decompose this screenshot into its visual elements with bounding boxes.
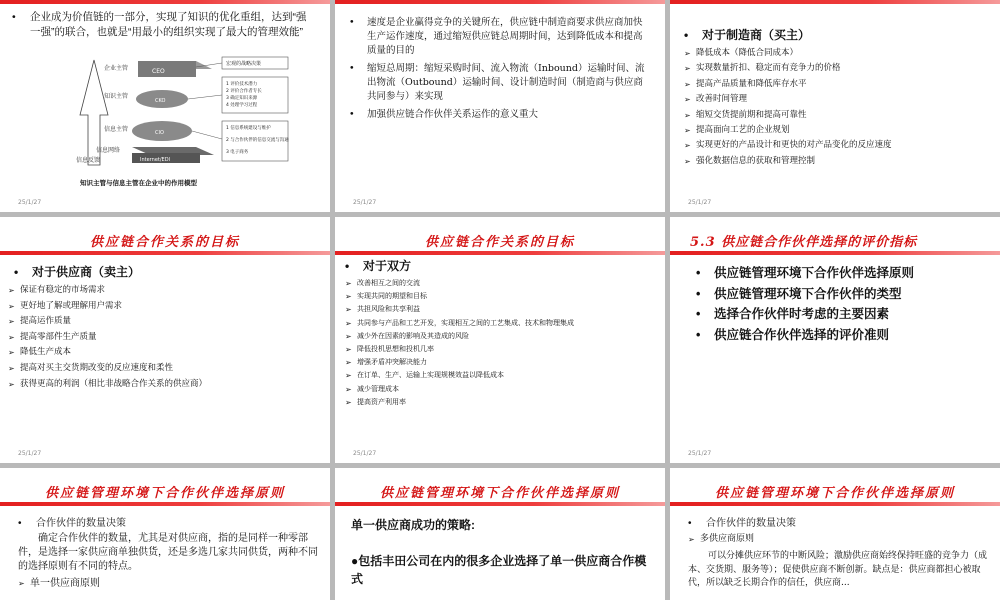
- arrow-icon: ➢: [8, 301, 15, 311]
- list-item: • 缩短总周期：缩短采购时间、流入物流（Inbound）运输时间、流出物流（Outbound）运输时间、设计制造时间（制造商与供应商共同参与）来实现: [349, 63, 645, 102]
- arrow-icon: ➢: [684, 141, 691, 151]
- bullet-text: • 合作伙伴的数量决策: [688, 518, 796, 529]
- arrow-icon: ➢: [345, 384, 352, 394]
- list-item: ➢ 提高对买主交货期改变的反应速度和柔性: [8, 361, 328, 377]
- arrow-icon: ➢: [345, 397, 352, 407]
- arrow-icon: ➢: [18, 579, 25, 588]
- arrow-icon: ➢: [8, 332, 15, 342]
- arrow-icon: ➢: [684, 49, 691, 58]
- list-item: ➢ 提高产品质量和降低库存水平: [684, 77, 994, 92]
- slide-1[interactable]: [0, 0, 330, 212]
- list-item: ➢ 减少管理成本: [345, 383, 645, 396]
- paragraph: 可以分摊供应环节的中断风险；激励供应商始终保持旺盛的竞争力（成本、交货期、服务等）；促使供应商不断创新。缺点是：供应商都担心被取代，所以缺乏长期合作的信任，供应商...: [688, 551, 988, 588]
- slide-6[interactable]: [670, 217, 1000, 463]
- list-item: ➢ 降低投机思想和投机几率: [345, 343, 645, 356]
- arrow-icon: ➢: [8, 363, 15, 373]
- arrow-icon: ➢: [345, 305, 352, 315]
- item-list: [696, 263, 986, 345]
- list-item: • 供应链合作伙伴选择的评价准则: [696, 327, 890, 342]
- bullet-text: • 企业成为价值链的一部分，实现了知识的优化重组，达到“强一强”的联合，也就是“用最小的组织实现了最大的管理效能”: [12, 11, 307, 38]
- arrow-icon: ➢: [684, 79, 691, 89]
- list-item: ➢ 强化数据信息的获取和管理控制: [684, 154, 994, 169]
- list-item: ➢ 降低成本（降低合同成本）: [684, 46, 994, 61]
- list-item: ➢ 在订单、生产、运输上实现规模效益以降低成本: [345, 369, 645, 382]
- strategy-heading: 单一供应商成功的策略:: [351, 518, 475, 532]
- level-cko-label: 知识主管: [104, 93, 129, 100]
- page-number: 25/1/27: [688, 450, 712, 457]
- box-strategy: 宏观的战略决策: [226, 61, 262, 67]
- title-rule: [670, 0, 1000, 4]
- arrow-icon: ➢: [345, 358, 352, 368]
- list-item: ➢ 提高资产利用率: [345, 396, 645, 409]
- arrow-icon: ➢: [345, 292, 352, 302]
- level-net-label: 信息网络: [96, 147, 121, 154]
- page-number: 25/1/27: [353, 450, 377, 457]
- slide-title: 供应链合作关系的目标: [424, 235, 575, 250]
- list-item: ➢ 实现数量折扣、稳定而有竞争力的价格: [684, 61, 994, 76]
- layer-cko: CKO: [155, 98, 166, 104]
- slide-5[interactable]: [335, 217, 665, 463]
- item-list: [684, 46, 994, 169]
- slide-8[interactable]: [335, 468, 665, 600]
- sub-item: ➢ 单一供应商原则: [18, 578, 100, 589]
- list-item: • 供应链管理环境下合作伙伴的类型: [696, 286, 902, 301]
- list-item: ➢ 实现更好的产品设计和更快的对产品变化的反应速度: [684, 138, 994, 153]
- level-cio-label: 信息主管: [104, 126, 129, 133]
- level-feedback-label: 信息反馈: [76, 157, 101, 164]
- slide-4[interactable]: [0, 217, 330, 463]
- level-ceo-label: 企业主管: [104, 65, 129, 72]
- knowledge-diagram: [0, 55, 330, 195]
- list-item: ➢ 改善相互之间的交流: [345, 277, 645, 290]
- slide-7[interactable]: [0, 468, 330, 600]
- page-number: 25/1/27: [18, 199, 42, 206]
- arrow-icon: ➢: [684, 156, 691, 166]
- list-item: ➢ 获得更高的利润（相比非战略合作关系的供应商）: [8, 377, 328, 393]
- arrow-icon: ➢: [345, 331, 352, 341]
- slide-9[interactable]: [670, 468, 1000, 600]
- arrow-icon: ➢: [345, 345, 352, 355]
- list-item: ➢ 共同参与产品和工艺开发，实现相互之间的工艺集成、技术和物理集成: [345, 317, 645, 330]
- list-item: • 速度是企业赢得竞争的关键所在，供应链中制造商要求供应商加快生产运作速度，通过缩短供应链总周期时间，达到降低成本和提高质量的目的: [349, 17, 643, 56]
- section-heading: • 对于供应商（卖主）: [14, 265, 141, 279]
- title-rule: [335, 251, 665, 255]
- title-rule: [0, 502, 330, 506]
- list-item: • 选择合作伙伴时考虑的主要因素: [696, 307, 890, 321]
- list-item: ➢ 提高零部件生产质量: [8, 330, 328, 346]
- slide-title: 供应链管理环境下合作伙伴选择原则: [379, 486, 620, 501]
- list-item: ➢ 降低生产成本: [8, 345, 328, 361]
- list-item: ➢ 更好地了解或理解用户需求: [8, 299, 328, 315]
- arrow-icon: ➢: [345, 318, 352, 328]
- arrow-icon: ➢: [8, 348, 15, 358]
- title-rule: [335, 0, 665, 4]
- bullet-list: [349, 16, 649, 122]
- box3-line2: 2 与合作伙伴的信息交流与沟通: [226, 138, 289, 143]
- bullet-text: • 合作伙伴的数量决策: [18, 518, 126, 529]
- box2-line2: 2 评价合作者专长: [226, 89, 262, 94]
- title-rule: [335, 502, 665, 506]
- list-item: ➢ 减少外在因素的影响及其造成的风险: [345, 330, 645, 343]
- box3-line1: 1 信息系统建设与维护: [226, 126, 271, 131]
- slide-title: 供应链管理环境下合作伙伴选择原则: [44, 486, 285, 501]
- page-number: 25/1/27: [18, 450, 42, 457]
- list-item: ➢ 实现共同的期望和目标: [345, 290, 645, 303]
- list-item: ➢ 提高面向工艺的企业规划: [684, 123, 994, 138]
- list-item: • 加强供应链合作伙伴关系运作的意义重大: [349, 109, 539, 120]
- title-rule: [670, 502, 1000, 506]
- box2-line3: 3 确定知识来源: [226, 96, 258, 101]
- box3-line3: 3 电子商务: [226, 150, 249, 155]
- slide-title: 5.3 供应链合作伙伴选择的评价指标: [690, 235, 918, 250]
- arrow-icon: ➢: [8, 286, 15, 295]
- arrow-icon: ➢: [345, 279, 352, 288]
- page-number: 25/1/27: [688, 199, 712, 206]
- arrow-icon: ➢: [345, 371, 352, 381]
- layer-ceo: CEO: [152, 68, 165, 75]
- layer-cio: CIO: [155, 130, 164, 136]
- title-rule: [0, 251, 330, 255]
- arrow-icon: ➢: [688, 535, 695, 544]
- list-item: ➢ 增强矛盾冲突解决能力: [345, 356, 645, 369]
- arrow-icon: ➢: [8, 379, 15, 389]
- section-heading: • 对于制造商（买主）: [684, 28, 811, 42]
- slide-title: 供应链合作关系的目标: [89, 235, 240, 250]
- list-item: • 供应链管理环境下合作伙伴选择原则: [696, 266, 915, 280]
- arrow-icon: ➢: [8, 317, 15, 327]
- title-rule: [670, 251, 1000, 255]
- list-item: ➢ 提高运作质量: [8, 314, 328, 330]
- box2-line1: 1 评价技术潜力: [226, 82, 258, 87]
- arrow-icon: ➢: [684, 126, 691, 136]
- paragraph: 确定合作伙伴的数量，尤其是对供应商，指的是同样一种零部件，是选择一家供应商单独供货，还是多选几家共同供货，两种不同的选择原则有不同的特点。: [18, 533, 318, 572]
- list-item: ➢ 改善时间管理: [684, 92, 994, 107]
- list-item: ➢ 共担风险和共享利益: [345, 303, 645, 316]
- title-rule: [0, 0, 330, 4]
- box2-line4: 4 处理学习过程: [226, 103, 258, 108]
- sub-item: ➢ 多供应商原则: [688, 532, 988, 547]
- item-list: [345, 277, 645, 409]
- item-list: [8, 283, 328, 392]
- list-item: ➢ 缩短交货提前期和提高可靠性: [684, 108, 994, 123]
- layer-internet: Internet/EDI: [140, 157, 171, 163]
- arrow-icon: ➢: [684, 64, 691, 74]
- section-heading: • 对于双方: [345, 259, 412, 273]
- list-item: ➢ 保证有稳定的市场需求: [8, 283, 328, 299]
- slide-2[interactable]: [335, 0, 665, 212]
- diagram-caption: 知识主管与信息主管在企业中的作用模型: [80, 179, 197, 187]
- arrow-icon: ➢: [684, 95, 691, 105]
- slide-title: 供应链管理环境下合作伙伴选择原则: [714, 486, 955, 501]
- slide-3[interactable]: [670, 0, 1000, 212]
- page-number: 25/1/27: [353, 199, 377, 206]
- arrow-icon: ➢: [684, 110, 691, 120]
- strategy-point: ●包括丰田公司在内的很多企业选择了单一供应商合作模式: [351, 554, 647, 586]
